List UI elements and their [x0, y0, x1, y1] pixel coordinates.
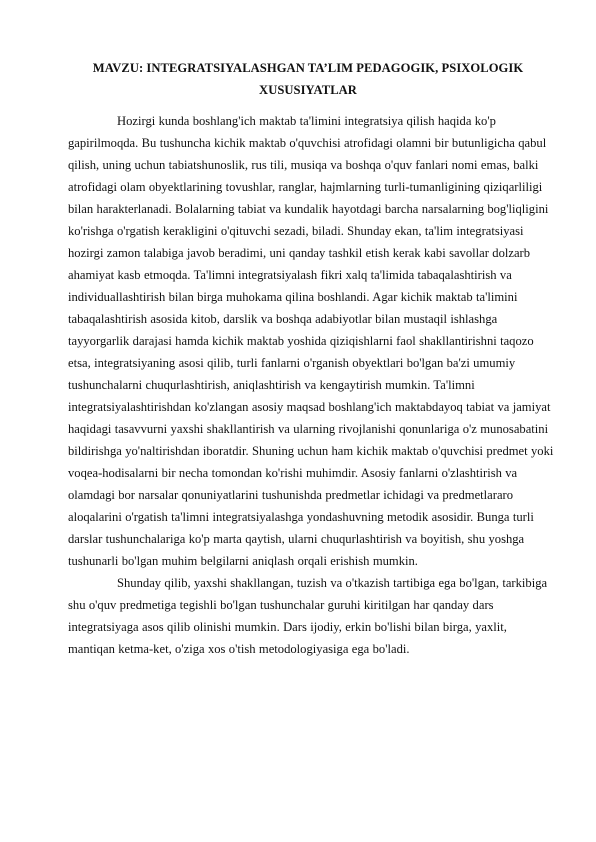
document-body — [68, 110, 557, 660]
paragraph-2: Shunday qilib, yaxshi shakllangan, tuzish va o'tkazish tartibiga ega bo'lgan, tarkibiga shu o'quv predmetiga tegishli bo'lgan tushunchalar guruhi kiritilgan har qanday dars integratsiyaga asos qilib olinishi mumkin. Dars ijodiy, erkin bo'lishi bilan birga, yaxlit, mantiqan ketma-ket, o'ziga xos o'tish metodologiyasiga ega bo'ladi. — [68, 576, 548, 656]
paragraph-1: Hozirgi kunda boshlang'ich maktab ta'limini integratsiya qilish haqida ko'p gapirilmoqda. Bu tushuncha kichik maktab o'quvchisi atrofidagi olamni bir butunligicha qabul qilish, uning uchun tabiatshunoslik, rus tili, musiqa va boshqa o'quv fanlari nomi emas, balki atrofidagi olam obyektlarining tovushlar, ranglar, hajmlarning turli-tumanligining qiziqarliligi bilan harakterlanadi. Bolalarning tabiat va kundalik hayotdagi barcha narsalarning bog'liqligini ko'rishga o'rgatish kerakligini o'qituvchi sezadi, biladi. Shunday ekan, ta'lim integratsiyasi hozirgi zamon talabiga javob beradimi, uni qanday tashkil etish kerak kabi savollar dolzarb ahamiyat kasb etmoqda. Ta'limni integratsiyalash fikri xalq ta'limida tabaqalashtirish va individuallashtirish bilan birga muhokama qilina boshlandi. Agar kichik maktab ta'limini tabaqalashtirish asosida kitob, darslik va boshqa adabiyotlar bilan mustaqil ishlashga tayyorgarlik darajasi hamda kichik maktab yoshida qiziqishlarni faol shakllantirishni taqozo etsa, integratsiyaning asosi qilib, turli fanlarni o'rganish obyektlari bo'lgan ba'zi umumiy tushunchalarni chuqurlashtirish, aniqlashtirish va kengaytirish mumkin. Ta'limni integratsiyalashtirishdan ko'zlangan asosiy maqsad boshlang'ich maktabdayoq tabiat va jamiyat haqidagi tasavvurni yaxshi shakllantirish va ularning rivojlanishi qonunlariga o'z munosabatini bildirishga yo'naltirishdan iboratdir. Shuning uchun ham kichik maktab o'quvchisi predmet yoki voqea-hodisalarni bir necha tomondan ko'rishi muhimdir. Asosiy fanlarni o'zlashtirish va olamdagi bor narsalar qonuniyatlarini tushunishda predmetlar ichidagi va predmetlararo aloqalarini o'rgatish ta'limni integratsiyalashga yondashuvning metodik asosidir. Bunga turli darslar tushunchalariga ko'p marta qaytish, ularni chuqurlashtirish va boyitish, shu yoshga tushunarli bo'lgan muhim belgilarni aniqlash orqali erishish mumkin. — [68, 114, 554, 568]
document-title: MAVZU: INTEGRATSIYALASHGAN TA’LIM PEDAGOGIK, PSIXOLOGIK XUSUSIYATLAR — [92, 61, 524, 97]
